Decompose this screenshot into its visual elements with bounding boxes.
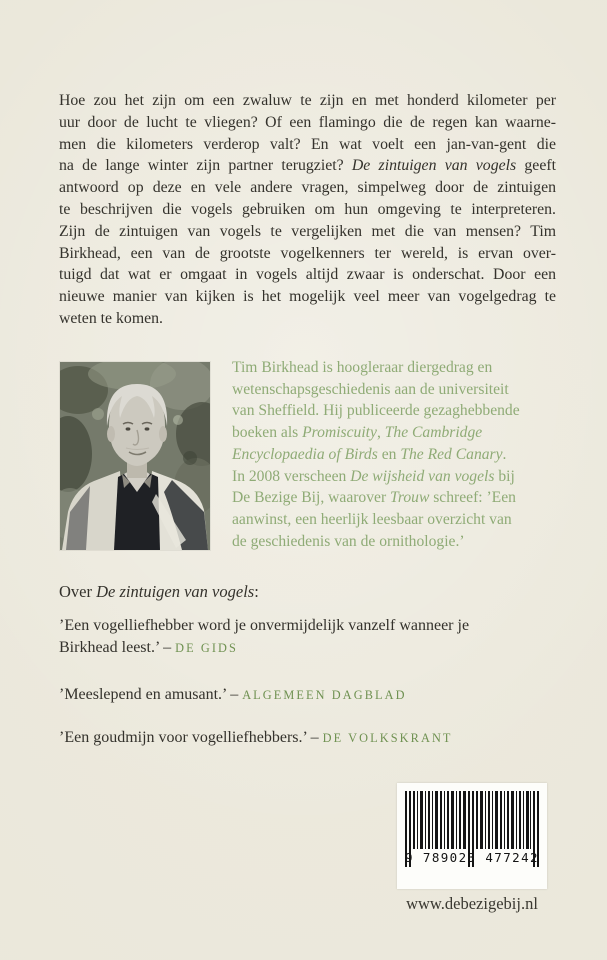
text-run: Tim Birkhead is hoogleraar diergedrag en bbox=[232, 359, 493, 376]
author-bio bbox=[232, 357, 572, 552]
text-run: Zijn de zintuigen van vogels te vergelijken met die van mensen? Tim bbox=[59, 222, 556, 240]
text-run: De zintuigen van vogels bbox=[351, 157, 517, 175]
text-run: Trouw bbox=[390, 489, 430, 507]
text-run: te beschrijven die vogels gebruiken om hun omgeving te interpreteren. bbox=[59, 200, 556, 218]
text-run: Hoe zou het zijn om een zwaluw te zijn en met honderd kilometer per bbox=[59, 92, 556, 109]
text-run: DE VOLKSKRANT bbox=[322, 731, 453, 745]
bio-line bbox=[232, 379, 572, 401]
text-run: geeft bbox=[516, 157, 556, 175]
text-run: ’Meeslepend en amusant.’ – bbox=[59, 686, 243, 703]
text-run: boeken als bbox=[232, 424, 303, 442]
blurb-line bbox=[59, 134, 556, 156]
blurb-line bbox=[59, 90, 556, 112]
text-run: nieuwe manier van kijken is het mogelijk veel meer van vogelgedrag te bbox=[59, 288, 556, 306]
text-run: Birkhead, een van de grootste vogelkenners ter wereld, is ervan over- bbox=[59, 244, 556, 262]
text-run: uur door de lucht te vliegen? Of een flamingo die de regen kan waarne- bbox=[59, 113, 556, 131]
review-quote bbox=[59, 684, 407, 706]
bio-line bbox=[232, 487, 572, 509]
text-run: en bbox=[377, 445, 401, 463]
blurb-paragraph bbox=[59, 90, 556, 330]
bio-line bbox=[232, 422, 572, 444]
text-run: : bbox=[254, 582, 259, 601]
text-run: In 2008 verscheen bbox=[232, 467, 351, 485]
quote-line bbox=[59, 684, 407, 706]
text-run: Over bbox=[59, 582, 97, 601]
text-run: tuigd dat wat er omgaat in vogels altijd zwaar is onderschat. Door een bbox=[59, 266, 556, 284]
blurb-line bbox=[59, 177, 556, 199]
text-run: antwoord op deze en vele andere vragen, simpelweg door de zintuigen bbox=[59, 179, 556, 197]
text-run: bij bbox=[494, 467, 515, 485]
bio-line bbox=[232, 400, 572, 422]
text-run: ’Een goudmijn voor vogelliefhebbers.’ – bbox=[59, 729, 323, 746]
author-photo-illustration bbox=[60, 362, 210, 550]
blurb-line bbox=[59, 221, 556, 243]
blurb-line bbox=[59, 308, 556, 330]
blurb-line bbox=[59, 243, 556, 265]
text-run: men die kilometers verderop valt? En wat voelt een jan-van-gent die bbox=[59, 135, 556, 153]
quote-line bbox=[59, 615, 469, 637]
blurb-line bbox=[59, 286, 556, 308]
publisher-url: www.debezigebij.nl bbox=[406, 894, 538, 913]
text-run: Promiscuity bbox=[302, 424, 377, 442]
text-run: ALGEMEEN DAGBLAD bbox=[242, 688, 407, 702]
review-section-heading bbox=[59, 582, 259, 602]
review-quote bbox=[59, 615, 469, 659]
quote-line bbox=[59, 637, 469, 659]
author-photo bbox=[60, 362, 210, 550]
review-quote bbox=[59, 727, 453, 749]
bio-line bbox=[232, 357, 572, 379]
text-run: , bbox=[376, 424, 385, 442]
text-run: de geschiedenis van de ornithologie.’ bbox=[232, 532, 465, 550]
text-run: na de lange winter zijn partner terugziet? bbox=[59, 157, 352, 175]
isbn-digits: 9 789023 477242 bbox=[405, 850, 539, 865]
barcode bbox=[397, 783, 547, 889]
text-run: aanwinst, een heerlijk leesbaar overzicht van bbox=[232, 510, 512, 528]
text-run: weten te komen. bbox=[59, 309, 163, 327]
bio-line bbox=[232, 466, 572, 488]
quote-line bbox=[59, 727, 453, 749]
text-run: De zintuigen van vogels bbox=[96, 582, 255, 601]
text-run: DE GIDS bbox=[175, 641, 238, 655]
blurb-line bbox=[59, 264, 556, 286]
blurb-line bbox=[59, 155, 556, 177]
text-run: Birkhead leest.’ – bbox=[59, 639, 176, 656]
bio-line bbox=[232, 531, 572, 553]
bio-line bbox=[232, 444, 572, 466]
text-run: De Bezige Bij, waarover bbox=[232, 489, 391, 507]
blurb-line bbox=[59, 199, 556, 221]
text-run: The Red Canary bbox=[400, 445, 503, 463]
text-run: De wijsheid van vogels bbox=[350, 467, 495, 485]
text-run: van Sheffield. Hij publiceerde gezaghebbende bbox=[232, 402, 520, 420]
text-run: . bbox=[502, 445, 507, 463]
text-run: ’Een vogelliefhebber word je onvermijdelijk vanzelf wanneer je bbox=[59, 617, 470, 634]
text-run: wetenschapsgeschiedenis aan de universiteit bbox=[232, 380, 509, 398]
blurb-line bbox=[59, 112, 556, 134]
text-run: Encyclopaedia of Birds bbox=[232, 445, 378, 463]
bio-line bbox=[232, 509, 572, 531]
text-run: The Cambridge bbox=[384, 424, 483, 442]
text-run: schreef: ’Een bbox=[429, 489, 516, 507]
